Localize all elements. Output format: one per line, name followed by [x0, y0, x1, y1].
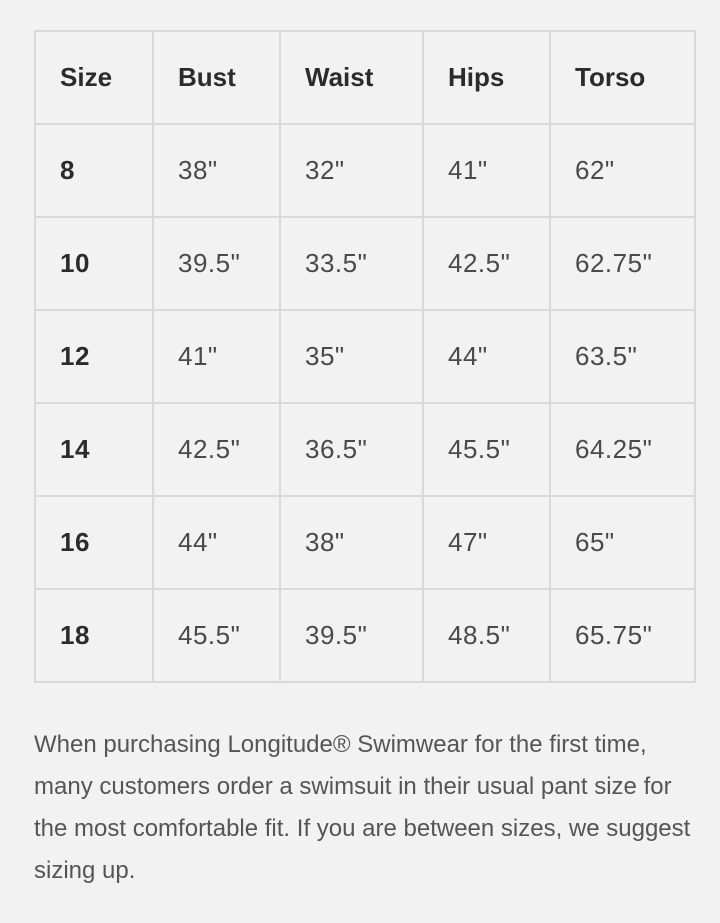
- torso-value: 64.25": [550, 403, 695, 496]
- torso-value: 65": [550, 496, 695, 589]
- hips-value: 47": [423, 496, 550, 589]
- table-row: [35, 496, 695, 589]
- size-value: 16: [35, 496, 153, 589]
- bust-value: 44": [153, 496, 280, 589]
- waist-value: 33.5": [280, 217, 423, 310]
- bust-value: 45.5": [153, 589, 280, 682]
- bust-value: 41": [153, 310, 280, 403]
- waist-value: 36.5": [280, 403, 423, 496]
- table-row: [35, 403, 695, 496]
- header-torso: Torso: [550, 31, 695, 124]
- size-value: 18: [35, 589, 153, 682]
- torso-value: 65.75": [550, 589, 695, 682]
- hips-value: 48.5": [423, 589, 550, 682]
- hips-value: 41": [423, 124, 550, 217]
- hips-value: 42.5": [423, 217, 550, 310]
- header-size: Size: [35, 31, 153, 124]
- waist-value: 38": [280, 496, 423, 589]
- table-row: [35, 310, 695, 403]
- size-value: 12: [35, 310, 153, 403]
- header-waist: Waist: [280, 31, 423, 124]
- header-hips: Hips: [423, 31, 550, 124]
- size-value: 14: [35, 403, 153, 496]
- torso-value: 62.75": [550, 217, 695, 310]
- torso-value: 62": [550, 124, 695, 217]
- table-header-row: [35, 31, 695, 124]
- header-bust: Bust: [153, 31, 280, 124]
- bust-value: 42.5": [153, 403, 280, 496]
- hips-value: 44": [423, 310, 550, 403]
- size-value: 10: [35, 217, 153, 310]
- waist-value: 32": [280, 124, 423, 217]
- sizing-note: When purchasing Longitude® Swimwear for the first time, many customers order a swimsuit in their usual pant size for the most comfortable fit. If you are between sizes, we suggest sizing up.: [34, 731, 691, 884]
- table-row: [35, 589, 695, 682]
- bust-value: 38": [153, 124, 280, 217]
- waist-value: 39.5": [280, 589, 423, 682]
- waist-value: 35": [280, 310, 423, 403]
- hips-value: 45.5": [423, 403, 550, 496]
- size-value: 8: [35, 124, 153, 217]
- table-row: [35, 124, 695, 217]
- bust-value: 39.5": [153, 217, 280, 310]
- torso-value: 63.5": [550, 310, 695, 403]
- table-row: [35, 217, 695, 310]
- size-chart-table: [34, 30, 696, 683]
